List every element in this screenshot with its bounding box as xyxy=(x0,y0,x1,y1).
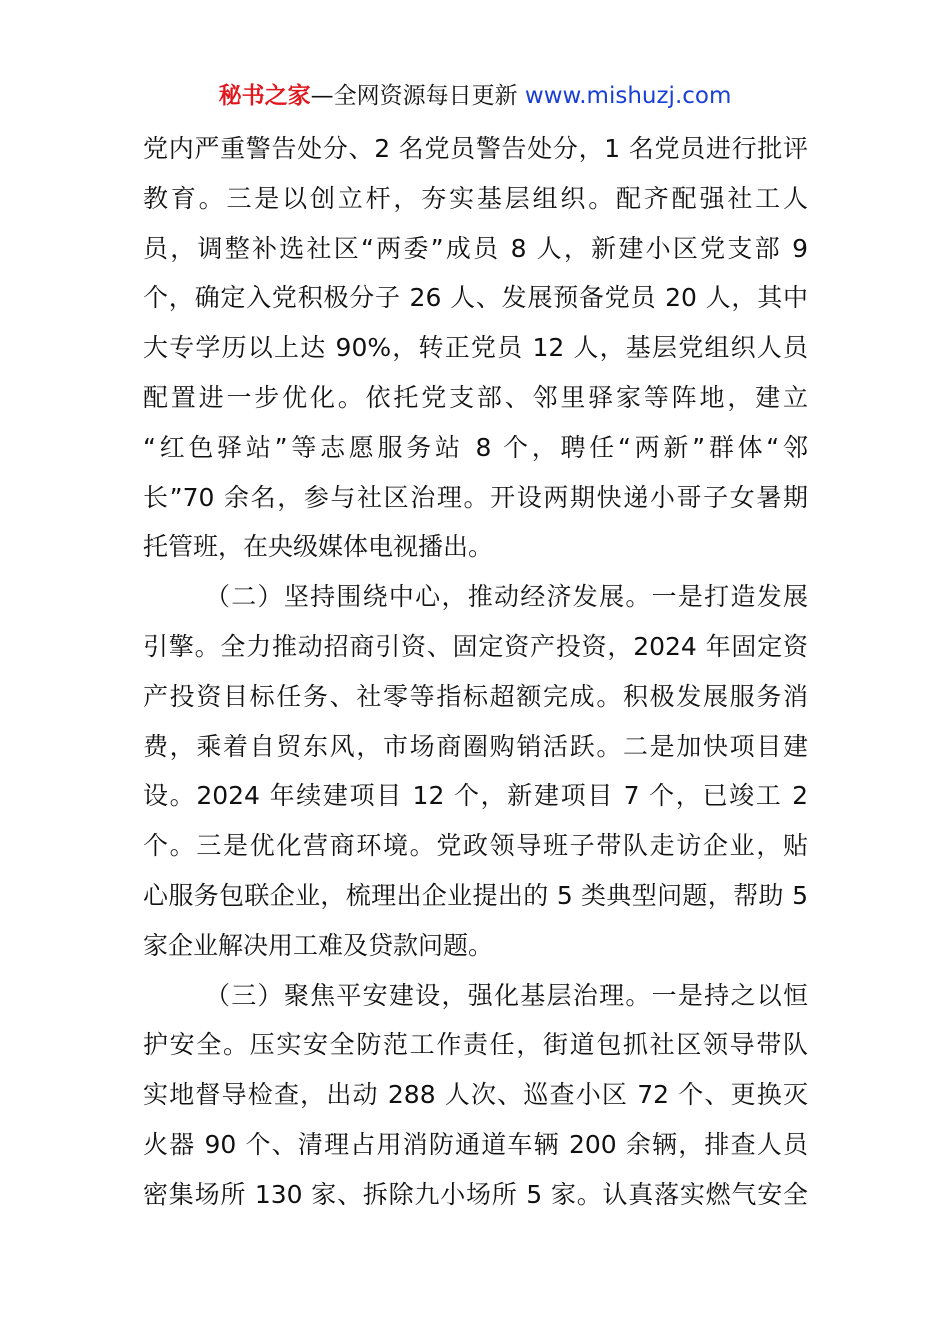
text-line: 教育。三是以创立杆，夯实基层组织。配齐配强社工人 xyxy=(143,183,808,213)
text-line: 配置进一步优化。依托党支部、邻里驿家等阵地，建立 xyxy=(143,382,808,412)
text-line: 长”70 余名，参与社区治理。开设两期快递小哥子女暑期 xyxy=(143,482,808,512)
text-line: 个。三是优化营商环境。党政领导班子带队走访企业，贴 xyxy=(143,831,808,861)
text-line: 家企业解决用工难及贷款问题。 xyxy=(143,930,494,960)
brand-name: 秘书之家 xyxy=(218,83,311,109)
text-line: 引擎。全力推动招商引资、固定资产投资，2024 年固定资 xyxy=(143,631,808,661)
text-line: （二）坚持围绕中心，推动经济发展。一是打造发展 xyxy=(205,582,808,612)
text-line: （三）聚焦平安建设，强化基层治理。一是持之以恒 xyxy=(205,980,808,1010)
text-line: 个，确定入党积极分子 26 人、发展预备党员 20 人，其中 xyxy=(143,283,808,313)
text-line: 费，乘着自贸东风，市场商圈购销活跃。二是加快项目建 xyxy=(143,731,808,761)
text-line: 大专学历以上达 90%，转正党员 12 人，基层党组织人员 xyxy=(143,333,808,363)
text-line: 心服务包联企业，梳理出企业提出的 5 类典型问题，帮助 5 xyxy=(143,880,808,910)
text-line: 产投资目标任务、社零等指标超额完成。积极发展服务消 xyxy=(143,681,808,711)
text-line: 托管班，在央级媒体电视播出。 xyxy=(143,532,494,562)
text-line: 员，调整补选社区“两委”成员 8 人，新建小区党支部 9 xyxy=(143,233,808,263)
text-line: 实地督导检查，出动 288 人次、巡查小区 72 个、更换灭 xyxy=(143,1080,808,1110)
text-line: 设。2024 年续建项目 12 个，新建项目 7 个，已竣工 2 xyxy=(143,781,808,811)
text-line: 党内严重警告处分、2 名党员警告处分，1 名党员进行批评 xyxy=(143,134,808,163)
document-body xyxy=(143,124,808,1220)
text-line: “红色驿站”等志愿服务站 8 个，聘任“两新”群体“邻 xyxy=(143,432,808,462)
text-line: 护安全。压实安全防范工作责任，街道包抓社区领导带队 xyxy=(143,1030,808,1060)
text-line: 密集场所 130 家、拆除九小场所 5 家。认真落实燃气安全 xyxy=(143,1179,808,1209)
text-line: 火器 90 个、清理占用消防通道车辆 200 余辆，排查人员 xyxy=(143,1129,808,1159)
site-header xyxy=(0,80,950,112)
site-url-link[interactable]: www.mishuzj.com xyxy=(524,83,732,109)
header-tagline: —全网资源每日更新 xyxy=(310,83,518,109)
